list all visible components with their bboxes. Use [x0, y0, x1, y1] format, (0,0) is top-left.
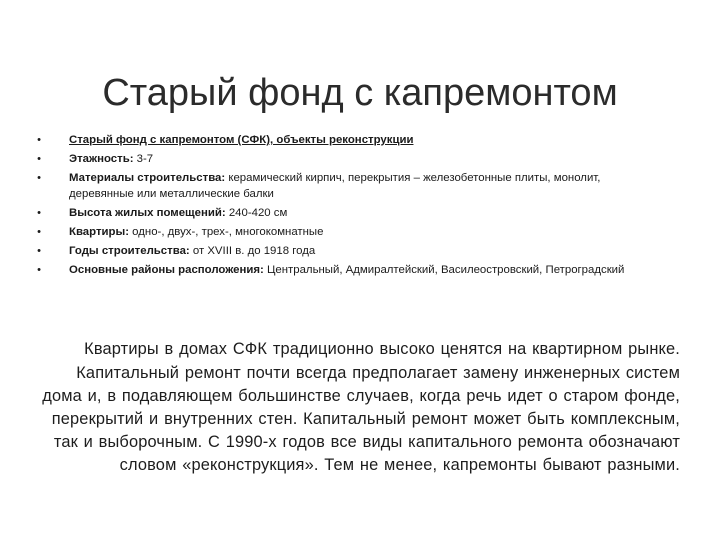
bullet-item — [34, 205, 664, 221]
slide-title: Старый фонд с капремонтом — [102, 72, 618, 115]
bullet-key: Годы строительства: — [69, 245, 190, 257]
bullet-value: 3-7 — [133, 153, 154, 165]
bullet-list — [34, 132, 664, 281]
bullet-key: Материалы строительства: — [69, 172, 226, 184]
bullet-value: керамический кирпич, перекрытия – железобетонные плиты, монолит, деревянные или металлические балки — [69, 172, 601, 200]
bullet-value: 240-420 см — [225, 207, 288, 219]
body-paragraph: Квартиры в домах СФК традиционно высоко ценятся на квартирном рынке. Капитальный ремонт почти всегда предполагает замену инженерных систем дома и, в подавляющем большинстве случаев, когда речь идет о старом фонде, перекрытий и внутренних стен. Капитальный ремонт может быть комплексным, так и выборочным. С 1990-х годов все виды капитального ремонта обозначают словом «реконструкция». Тем не менее, капремонты бывают разными. — [42, 340, 680, 475]
bullet-value: одно-, двух-, трех-, многокомнатные — [129, 226, 324, 238]
bullet-item — [34, 224, 664, 240]
bullet-key: Квартиры: — [69, 226, 130, 238]
bullet-key: Высота жилых помещений: — [69, 207, 226, 219]
bullet-dot-icon: • — [37, 245, 41, 257]
bullet-item — [34, 262, 664, 278]
bullet-key: Этажность: — [69, 153, 134, 165]
bullet-value: от XVIII в. до 1918 года — [189, 245, 316, 257]
bullet-item — [34, 151, 664, 167]
bullet-heading: Старый фонд с капремонтом (СФК), объекты реконструкции — [69, 134, 414, 146]
bullet-key: Основные районы расположения: — [69, 264, 264, 276]
bullet-dot-icon: • — [37, 226, 41, 238]
bullet-item — [34, 132, 664, 148]
bullet-dot-icon: • — [37, 264, 41, 276]
bullet-dot-icon: • — [37, 172, 41, 184]
bullet-dot-icon: • — [37, 153, 41, 165]
bullet-item — [34, 170, 664, 202]
bullet-value: Центральный, Адмиралтейский, Василеостровский, Петроградский — [263, 264, 625, 276]
bullet-dot-icon: • — [37, 134, 41, 146]
bullet-dot-icon: • — [37, 207, 41, 219]
bullet-item — [34, 243, 664, 259]
